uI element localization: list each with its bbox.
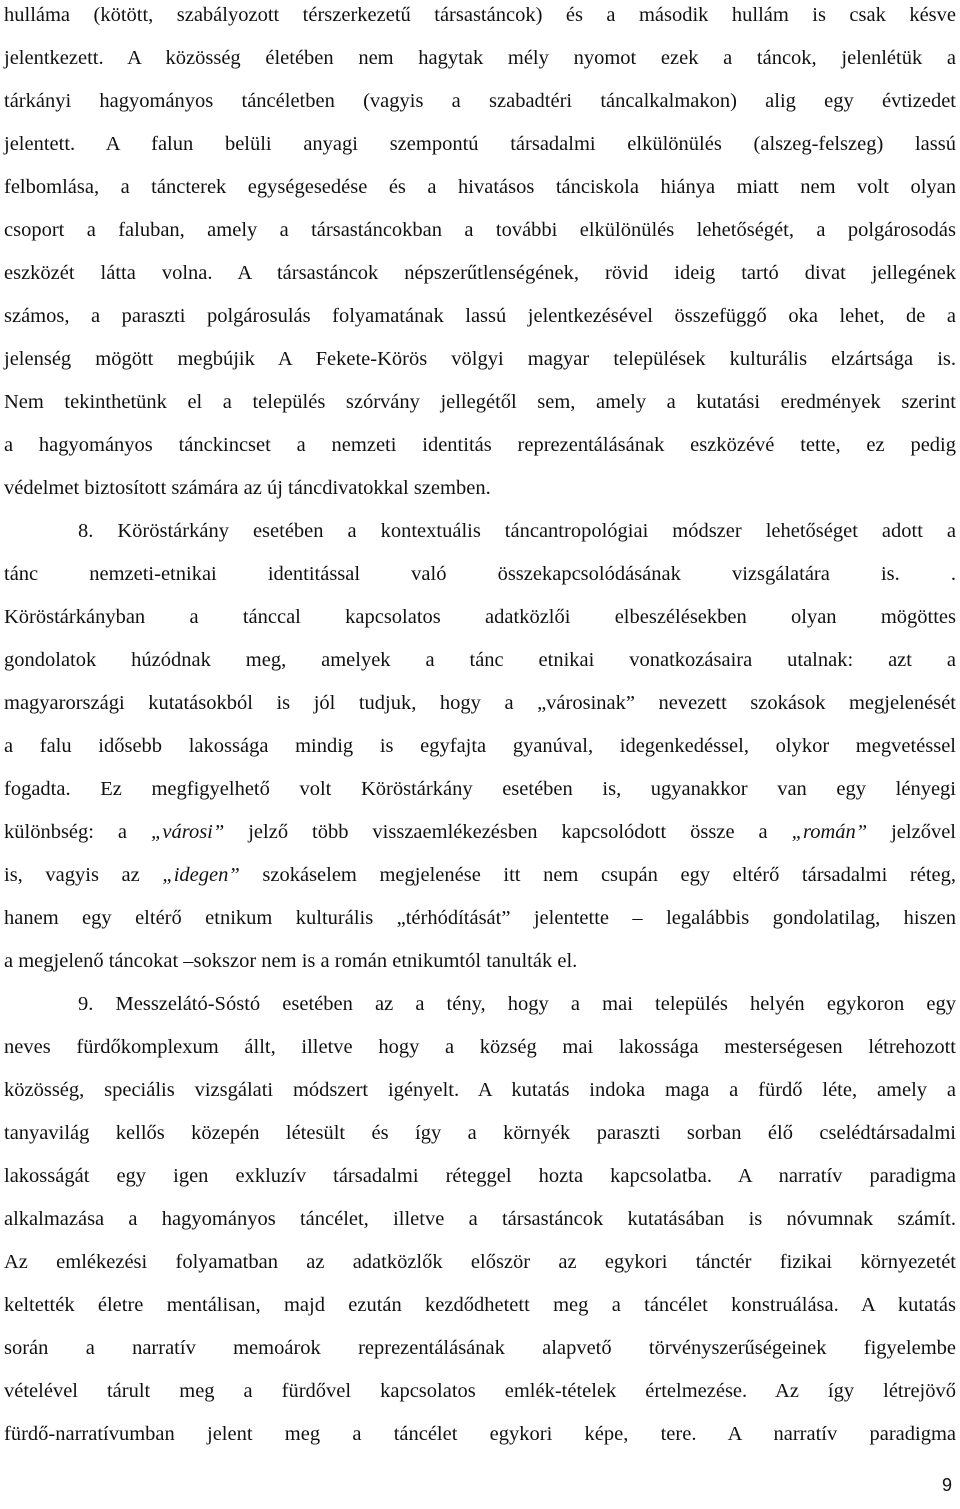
text-line: Köröstárkányban a tánccal kapcsolatos adatközlői elbeszélésekben olyan mögöttes — [4, 606, 956, 628]
text-fragment: szokáselem megjelenése itt nem csupán egy eltérő társadalmi réteg, — [262, 864, 957, 886]
text-line: Az emlékezési folyamatban az adatközlők először az egykori tánctér fizikai környezetét — [4, 1251, 956, 1273]
emphasized-term: „idegen” — [162, 864, 240, 886]
text-line: fogadta. Ez megfigyelhető volt Köröstárkány esetében is, ugyanakkor van egy lényegi — [4, 778, 956, 800]
text-line: a falu idősebb lakossága mindig is egyfajta gyanúval, idegenkedéssel, olykor megvetéssel — [4, 735, 956, 757]
text-line: a megjelenő táncokat –sokszor nem is a román etnikumtól tanulták el. — [4, 950, 578, 972]
text-fragment: is, vagyis az — [4, 864, 140, 886]
text-line: neves fürdőkomplexum állt, illetve hogy a község mai lakossága mesterségesen létrehozott — [4, 1036, 956, 1058]
text-line: jelentkezett. A közösség életében nem hagytak mély nyomot ezek a táncok, jelenlétük a — [4, 47, 956, 69]
text-line: keltették életre mentálisan, majd ezután kezdődhetett meg a táncélet konstruálása. A kutatás — [4, 1294, 956, 1316]
emphasized-term: „román” — [791, 821, 868, 843]
emphasized-term: „városi” — [150, 821, 225, 843]
text-line: a hagyományos tánckincset a nemzeti identitás reprezentálásának eszközévé tette, ez pedig — [4, 434, 956, 456]
page-number: 9 — [941, 1475, 952, 1495]
text-line — [4, 820, 956, 844]
text-line: hanem egy eltérő etnikum kulturális „térhódítását” jelentette – legalábbis gondolatilag, hiszen — [4, 907, 956, 929]
text-line: jelenség mögött megbújik A Fekete-Körös völgyi magyar települések kulturális elzártsága is. — [4, 348, 956, 370]
text-line: eszközét látta volna. A társastáncok népszerűtlenségének, rövid ideig tartó divat jellegének — [4, 262, 956, 284]
text-line: felbomlása, a táncterek egységesedése és a hivatásos tánciskola hiánya miatt nem volt olyan — [4, 176, 956, 198]
text-fragment: jelzővel — [891, 821, 956, 843]
text-line: során a narratív memoárok reprezentálásának alapvető törvényszerűségeinek figyelembe — [4, 1337, 956, 1359]
text-line: tánc nemzeti-etnikai identitással való összekapcsolódásának vizsgálatára is. . — [4, 563, 956, 585]
text-line: közösség, speciális vizsgálati módszert igényelt. A kutatás indoka maga a fürdő léte, amely a — [4, 1079, 956, 1101]
numbered-paragraph-start: 9. Messzelátó-Sóstó esetében az a tény, hogy a mai település helyén egykoron egy — [78, 993, 956, 1015]
text-fragment: különbség: a — [4, 821, 128, 843]
text-line: fürdő-narratívumban jelent meg a táncélet egykori képe, tere. A narratív paradigma — [4, 1423, 956, 1445]
text-line: csoport a faluban, amely a társastáncokban a további elkülönülés lehetőségét, a polgárosodás — [4, 219, 956, 241]
text-line: hulláma (kötött, szabályozott térszerkezetű társastáncok) és a második hullám is csak késve — [4, 4, 956, 26]
text-line: lakosságát egy igen exkluzív társadalmi réteggel hozta kapcsolatba. A narratív paradigma — [4, 1165, 956, 1187]
text-line: tanyavilág kellős közepén létesült és így a környék paraszti sorban élő cselédtársadalmi — [4, 1122, 956, 1144]
text-line: gondolatok húzódnak meg, amelyek a tánc etnikai vonatkozásaira utalnak: azt a — [4, 649, 956, 671]
text-line — [4, 863, 956, 887]
text-line: magyarországi kutatásokból is jól tudjuk, hogy a „városinak” nevezett szokások megjelenését — [4, 692, 956, 714]
text-line: Nem tekinthetünk el a település szórvány jellegétől sem, amely a kutatási eredmények szerint — [4, 391, 956, 413]
text-line: vételével tárult meg a fürdővel kapcsolatos emlék-tételek értelmezése. Az így létrejövő — [4, 1380, 956, 1402]
text-line: tárkányi hagyományos táncéletben (vagyis a szabadtéri táncalkalmakon) alig egy évtizedet — [4, 90, 956, 112]
text-fragment: jelző több visszaemlékezésben kapcsolódott össze a — [248, 821, 768, 843]
text-line: alkalmazása a hagyományos táncélet, illetve a társastáncok kutatásában is nóvumnak számít. — [4, 1208, 956, 1230]
numbered-paragraph-start: 8. Köröstárkány esetében a kontextuális táncantropológiai módszer lehetőséget adott a — [78, 520, 956, 542]
text-line: jelentett. A falun belüli anyagi szempontú társadalmi elkülönülés (alszeg-felszeg) lassú — [4, 133, 956, 155]
text-line: számos, a paraszti polgárosulás folyamatának lassú jelentkezésével összefüggő oka lehet, de a — [4, 305, 956, 327]
text-line: védelmet biztosított számára az új táncdivatokkal szemben. — [4, 477, 491, 499]
